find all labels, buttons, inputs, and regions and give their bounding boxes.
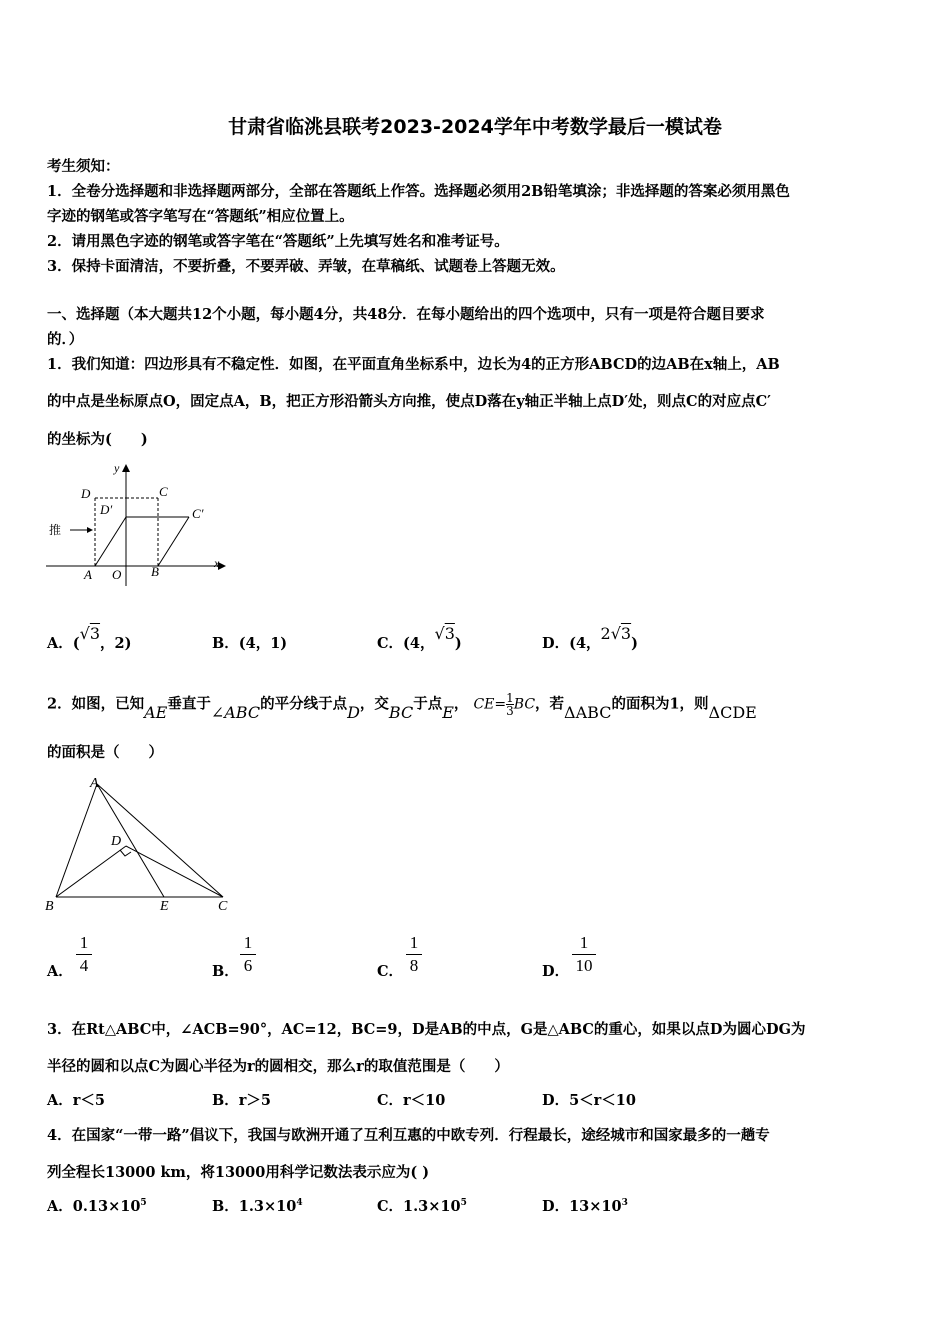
fig2-label-B: B <box>45 899 54 914</box>
q2-option-b-frac: 1 6 <box>240 934 256 975</box>
fig1-label-D-prime: D′ <box>100 502 113 517</box>
q3-text-2: 半径的圆和以点C为圆心半径为r的圆相交，那么r的取值范围是（ ） <box>47 1058 509 1075</box>
q2-text-2: 的面积是（ ） <box>47 744 163 761</box>
q1-option-b[interactable]: B．(4，1) <box>212 635 288 652</box>
push-label: 推 <box>49 523 62 537</box>
fig1-label-C-prime: C′ <box>192 506 204 521</box>
fig2-label-E: E <box>160 899 169 914</box>
fig1-label-O: O <box>112 567 122 582</box>
q2-option-a[interactable]: A． <box>47 963 73 980</box>
q2-option-b[interactable]: B． <box>212 963 239 980</box>
q2-figure <box>40 772 240 917</box>
q2-option-d-frac: 1 10 <box>572 934 596 975</box>
q2-text-1: 2．如图，已知AE垂直于∠ABC的平分线于点D，交BC于点E， CE= $\frac{1}{3}$ BC，若ΔABC的面积为1，则ΔCDE <box>47 691 757 722</box>
q4-text-1: 4．在国家“一带一路”倡议下，我国与欧洲开通了互利互惠的中欧专列．行程最长，途经城市和国家最多的一趟专 <box>47 1127 770 1144</box>
notice-heading: 考生须知： <box>47 158 120 175</box>
q3-option-b[interactable]: B．r＞5 <box>212 1092 271 1109</box>
q3-option-d[interactable]: D．5＜r＜10 <box>542 1092 636 1109</box>
q1-option-a[interactable]: A．(√3，2) <box>47 624 132 652</box>
fig2-label-A: A <box>90 776 99 791</box>
q4-option-d[interactable]: D．$13\times 10^3$ <box>542 1198 628 1215</box>
q4-option-c[interactable]: C．$1.3\times 10^5$ <box>377 1198 467 1215</box>
exam-title: 甘肃省临洮县联考2023-2024学年中考数学最后一模试卷 <box>228 116 722 138</box>
q1-text-3: 的坐标为( ) <box>47 431 148 448</box>
q2-option-a-frac: 1 4 <box>76 934 92 975</box>
q3-option-a[interactable]: A．r＜5 <box>47 1092 105 1109</box>
q4-text-2: 列全程长13000 km，将13000用科学记数法表示应为( ) <box>47 1164 430 1181</box>
q1-text-2: 的中点是坐标原点O，固定点A，B，把正方形沿箭头方向推，使点D落在y轴正半轴上点D′处，则点C的对应点C′ <box>47 393 771 410</box>
notice-item-1: 1．全卷分选择题和非选择题两部分，全部在答题纸上作答。选择题必须用2B铅笔填涂；非选择题的答案必须用黑色 <box>47 183 790 200</box>
q4-option-a[interactable]: A．$0.13\times 10^5$ <box>47 1198 147 1215</box>
notice-item-1-cont: 字迹的钢笔或答字笔写在“答题纸”相应位置上。 <box>47 208 354 225</box>
q2-option-c-frac: 1 8 <box>406 934 422 975</box>
fig1-label-D: D <box>81 486 91 501</box>
fig2-label-C: C <box>218 899 228 914</box>
q1-text-1: 1．我们知道：四边形具有不稳定性．如图，在平面直角坐标系中，边长为4的正方形ABCD的边AB在x轴上，AB <box>47 356 780 373</box>
section-heading-cont: 的．） <box>47 331 84 348</box>
notice-item-2: 2．请用黑色字迹的钢笔或答字笔在“答题纸”上先填写姓名和准考证号。 <box>47 233 509 250</box>
fig1-label-C: C <box>159 484 168 499</box>
q2-option-c[interactable]: C． <box>377 963 404 980</box>
q3-text-1: 3．在Rt△ABC中，∠ACB=90°，AC=12，BC=9，D是AB的中点，G是△ABC的重心，如果以点D为圆心DG为 <box>47 1021 806 1038</box>
fig1-label-y: y <box>114 461 120 475</box>
q2-option-d[interactable]: D． <box>542 963 570 980</box>
fig1-label-A: A <box>84 567 92 582</box>
q1-option-d[interactable]: D．(4，2√3) <box>542 624 638 652</box>
q1-figure <box>40 458 230 588</box>
q3-option-c[interactable]: C．r＜10 <box>377 1092 446 1109</box>
fig1-label-x: x <box>214 556 220 570</box>
q4-option-b[interactable]: B．$1.3\times 10^4$ <box>212 1198 303 1215</box>
q1-option-c[interactable]: C．(4，√3) <box>377 624 462 652</box>
section-heading: 一、选择题（本大题共12个小题，每小题4分，共48分．在每小题给出的四个选项中，只有一项是符合题目要求 <box>47 306 765 323</box>
notice-item-3: 3．保持卡面清洁，不要折叠，不要弄破、弄皱，在草稿纸、试题卷上答题无效。 <box>47 258 565 275</box>
fig2-label-D: D <box>111 834 122 849</box>
fig1-label-B: B <box>151 564 159 579</box>
